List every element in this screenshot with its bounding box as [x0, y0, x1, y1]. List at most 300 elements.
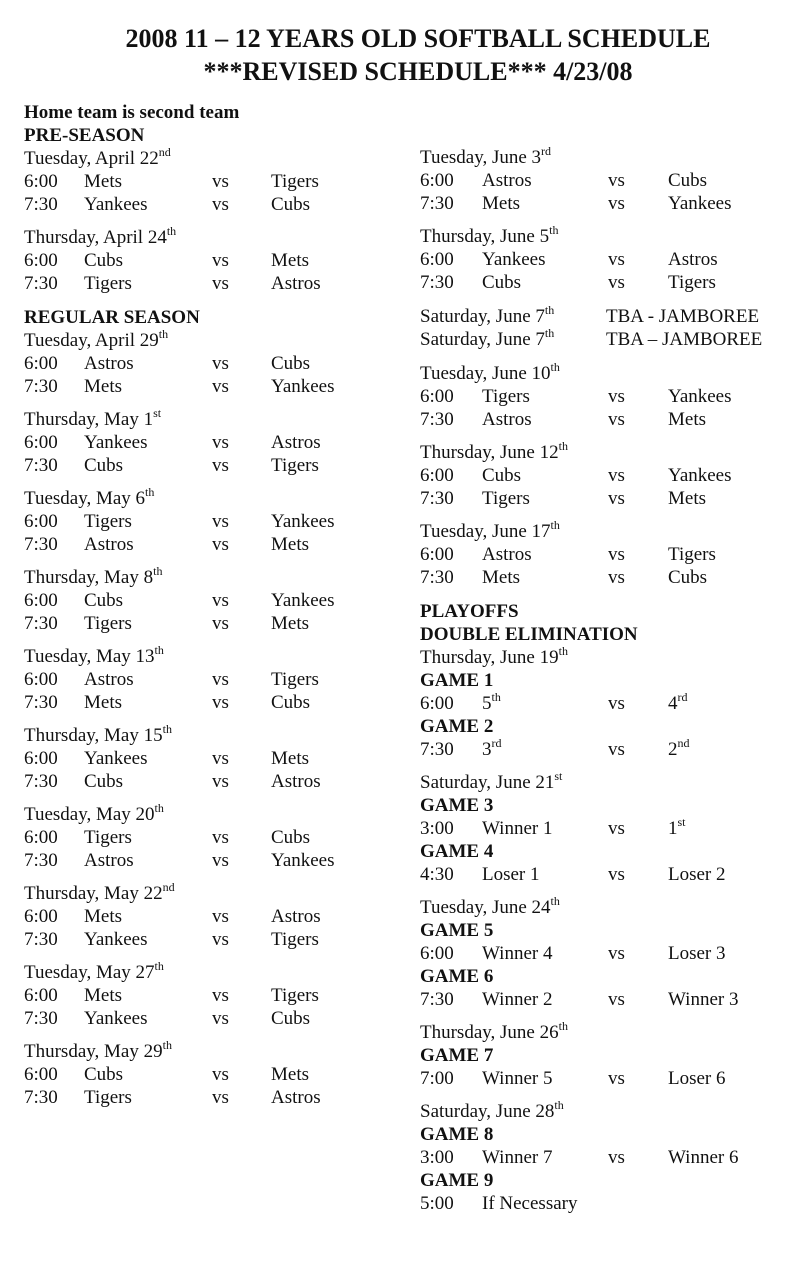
- away-team-name: Mets: [84, 906, 122, 927]
- versus: vs: [608, 488, 625, 509]
- game-time: 6:00: [24, 1064, 58, 1085]
- day-block: [24, 724, 384, 793]
- game-row: [420, 1192, 800, 1215]
- away-team-name: Astros: [84, 353, 134, 374]
- versus: vs: [212, 748, 229, 769]
- home-team: [271, 249, 309, 272]
- home-team-name: Cubs: [668, 567, 708, 588]
- versus: vs: [212, 250, 229, 271]
- versus: vs: [212, 376, 229, 397]
- game-row: [420, 817, 800, 840]
- home-team-name: Astros: [271, 771, 321, 792]
- away-team: [482, 1192, 577, 1215]
- game-row: [420, 408, 800, 431]
- date-line: [420, 646, 800, 669]
- game-time: 6:00: [24, 171, 58, 192]
- versus: vs: [608, 465, 625, 486]
- home-team-note: Home team is second team: [24, 102, 240, 123]
- away-team: [482, 169, 532, 192]
- game-row: [420, 692, 800, 715]
- game-time: 7:30: [24, 613, 58, 634]
- home-team-name: Winner 3: [668, 989, 739, 1010]
- away-team: [482, 1067, 552, 1090]
- away-team-name: Mets: [84, 376, 122, 397]
- date-text: Thursday, May 29: [24, 1041, 163, 1062]
- home-team-name: Astros: [271, 273, 321, 294]
- versus: vs: [608, 864, 625, 885]
- home-team: [668, 385, 732, 408]
- game-row: [24, 747, 384, 770]
- home-team: [271, 533, 309, 556]
- home-team: [271, 510, 335, 533]
- day-block: [420, 441, 800, 510]
- versus: vs: [212, 534, 229, 555]
- game-time: 6:00: [24, 590, 58, 611]
- home-team: [668, 738, 690, 761]
- home-team-name: Cubs: [271, 353, 311, 374]
- date-suffix: th: [162, 1038, 172, 1052]
- home-team-name: Cubs: [271, 194, 311, 215]
- away-team: [84, 747, 148, 770]
- game-row: [24, 928, 384, 951]
- game-row: [24, 668, 384, 691]
- game-row: [24, 431, 384, 454]
- game-row: [420, 543, 800, 566]
- date-line: [420, 1021, 800, 1044]
- away-team: [84, 193, 148, 216]
- right-column: [420, 146, 800, 1215]
- game-label: GAME 6: [420, 966, 494, 987]
- game-time: 7:30: [420, 409, 454, 430]
- date-text: Thursday, May 22: [24, 883, 163, 904]
- away-team: [482, 543, 532, 566]
- home-team-name: Cubs: [668, 170, 708, 191]
- away-team: [84, 272, 132, 295]
- away-team: [84, 1086, 132, 1109]
- date-text: Tuesday, June 10: [420, 363, 551, 384]
- day-block: [420, 520, 800, 589]
- away-team-name: 5: [482, 693, 492, 714]
- game-row: [420, 863, 800, 886]
- away-team-name: 3: [482, 739, 492, 760]
- versus: vs: [608, 249, 625, 270]
- away-team-name: Tigers: [84, 613, 132, 634]
- away-team-name: Yankees: [84, 194, 148, 215]
- home-team-name: Tigers: [668, 272, 716, 293]
- date-suffix: th: [544, 303, 555, 317]
- away-team: [84, 170, 122, 193]
- playoff-day: [420, 771, 800, 886]
- date-suffix: th: [158, 327, 169, 341]
- game-label: GAME 9: [420, 1170, 494, 1191]
- home-team: [668, 566, 707, 589]
- away-team-name: Tigers: [84, 273, 132, 294]
- date-text: Tuesday, May 20: [24, 804, 155, 825]
- date-text: Tuesday, May 13: [24, 646, 155, 667]
- home-team-name: Tigers: [271, 669, 319, 690]
- home-team-suffix: nd: [677, 736, 690, 750]
- schedule-title: 2008 11 – 12 YEARS OLD SOFTBALL SCHEDULE: [125, 24, 711, 53]
- home-team: [271, 668, 319, 691]
- date-line: [420, 896, 800, 919]
- date-suffix: nd: [158, 145, 171, 159]
- date-line: [24, 961, 384, 984]
- game-row: [24, 454, 384, 477]
- game-time: 6:00: [420, 943, 454, 964]
- game-time: 6:00: [24, 353, 58, 374]
- home-team: [271, 928, 319, 951]
- game-time: 7:30: [24, 455, 58, 476]
- game-time: 7:30: [24, 273, 58, 294]
- game-time: 6:00: [24, 748, 58, 769]
- home-team: [271, 747, 309, 770]
- home-team-name: Mets: [271, 534, 309, 555]
- away-team-name: Astros: [84, 534, 134, 555]
- game-row: [420, 942, 800, 965]
- away-team-name: Tigers: [482, 386, 530, 407]
- game-time: 7:30: [24, 194, 58, 215]
- home-team-name: Yankees: [271, 850, 335, 871]
- away-team: [84, 510, 132, 533]
- date-suffix: th: [544, 326, 555, 340]
- home-team: [271, 770, 321, 793]
- versus: vs: [212, 613, 229, 634]
- versus: vs: [608, 1068, 625, 1089]
- versus: vs: [608, 386, 625, 407]
- home-team: [271, 612, 309, 635]
- date-line: [24, 882, 384, 905]
- versus: vs: [212, 985, 229, 1006]
- game-row: [420, 1146, 800, 1169]
- date-text: Saturday, June 7: [420, 329, 545, 350]
- date-line: [420, 441, 800, 464]
- home-team: [271, 352, 310, 375]
- home-team: [271, 193, 310, 216]
- home-team: [271, 375, 335, 398]
- away-team: [482, 692, 501, 715]
- versus: vs: [212, 511, 229, 532]
- date-line: [24, 566, 384, 589]
- game-row: [24, 984, 384, 1007]
- game-time: 7:30: [24, 771, 58, 792]
- away-team: [84, 612, 132, 635]
- june-list: [420, 146, 800, 294]
- date-text: Thursday, June 19: [420, 647, 559, 668]
- home-team: [668, 692, 688, 715]
- home-team: [271, 691, 310, 714]
- home-team: [271, 1063, 309, 1086]
- away-team-name: Mets: [84, 171, 122, 192]
- versus: vs: [608, 409, 625, 430]
- game-label: GAME 3: [420, 795, 494, 816]
- away-team-name: Cubs: [84, 771, 124, 792]
- home-team-name: Astros: [271, 906, 321, 927]
- versus: vs: [608, 818, 625, 839]
- playoffs-heading: PLAYOFFS: [420, 601, 519, 622]
- away-team: [84, 1063, 123, 1086]
- home-team-name: Astros: [271, 1087, 321, 1108]
- date-text: Saturday, June 21: [420, 772, 555, 793]
- june-list-2: [420, 362, 800, 589]
- date-suffix: st: [153, 406, 162, 420]
- game-label: GAME 5: [420, 920, 494, 941]
- versus: vs: [212, 771, 229, 792]
- home-team-name: 2: [668, 739, 678, 760]
- day-block: [24, 566, 384, 635]
- game-row: [24, 826, 384, 849]
- versus: vs: [212, 906, 229, 927]
- date-line: [24, 147, 384, 170]
- away-team-name: Astros: [482, 170, 532, 191]
- home-team: [271, 984, 319, 1007]
- away-team: [84, 905, 122, 928]
- home-team-name: Yankees: [271, 376, 335, 397]
- versus: vs: [608, 567, 625, 588]
- home-team-name: Cubs: [271, 692, 311, 713]
- date-text: Thursday, May 15: [24, 725, 163, 746]
- day-block: [24, 882, 384, 951]
- versus: vs: [608, 1147, 625, 1168]
- date-line: [24, 487, 384, 510]
- date-suffix: th: [154, 643, 164, 657]
- away-team-name: Yankees: [84, 748, 148, 769]
- home-team-name: Tigers: [668, 544, 716, 565]
- away-team: [84, 691, 122, 714]
- away-team: [482, 817, 552, 840]
- away-team: [84, 770, 123, 793]
- versus: vs: [608, 272, 625, 293]
- game-row: [420, 487, 800, 510]
- home-team-name: Cubs: [271, 827, 311, 848]
- playoff-day: [420, 1100, 800, 1215]
- home-team-name: Mets: [668, 488, 706, 509]
- game-time: 4:30: [420, 864, 454, 885]
- playoff-day: [420, 1021, 800, 1090]
- away-team: [84, 589, 123, 612]
- date-text: Tuesday, April 22: [24, 148, 159, 169]
- home-team: [271, 170, 319, 193]
- game-time: 7:30: [420, 989, 454, 1010]
- day-block: [420, 362, 800, 431]
- home-team-name: Yankees: [668, 465, 732, 486]
- versus: vs: [212, 1064, 229, 1085]
- home-team-name: Tigers: [271, 929, 319, 950]
- away-team-name: Astros: [84, 850, 134, 871]
- away-team: [482, 1146, 552, 1169]
- game-time: 7:30: [24, 929, 58, 950]
- date-text: Tuesday, April 29: [24, 330, 159, 351]
- day-block: [24, 961, 384, 1030]
- game-row: [420, 988, 800, 1011]
- away-team: [482, 566, 520, 589]
- game-time: 7:30: [24, 1008, 58, 1029]
- game-row: [24, 1007, 384, 1030]
- away-team: [482, 988, 552, 1011]
- away-team: [482, 487, 530, 510]
- game-row: [420, 271, 800, 294]
- home-team: [668, 863, 726, 886]
- date-suffix: th: [550, 518, 560, 532]
- away-team: [84, 668, 134, 691]
- game-label: GAME 2: [420, 716, 494, 737]
- day-block: [24, 1040, 384, 1109]
- revised-subtitle: ***REVISED SCHEDULE*** 4/23/08: [203, 57, 633, 86]
- game-row: [24, 375, 384, 398]
- jamboree-text: TBA - JAMBOREE: [606, 306, 760, 327]
- game-row: [24, 533, 384, 556]
- game-time: 3:00: [420, 1147, 454, 1168]
- away-team-name: Winner 7: [482, 1147, 553, 1168]
- home-team: [668, 1146, 738, 1169]
- home-team: [668, 271, 716, 294]
- game-label: GAME 8: [420, 1124, 494, 1145]
- day-block: [24, 487, 384, 556]
- date-line: [24, 724, 384, 747]
- versus: vs: [212, 850, 229, 871]
- home-team: [271, 849, 335, 872]
- home-team: [271, 1007, 310, 1030]
- day-block: [24, 803, 384, 872]
- away-team-name: Tigers: [84, 827, 132, 848]
- home-team-name: Yankees: [668, 193, 732, 214]
- game-label: GAME 4: [420, 841, 494, 862]
- game-time: 6:00: [24, 906, 58, 927]
- date-suffix: th: [550, 894, 560, 908]
- versus: vs: [212, 669, 229, 690]
- game-time: 6:00: [420, 386, 454, 407]
- day-block: [24, 329, 384, 398]
- home-team: [271, 454, 319, 477]
- game-time: 6:00: [24, 511, 58, 532]
- game-row: [24, 770, 384, 793]
- versus: vs: [212, 432, 229, 453]
- game-row: [24, 193, 384, 216]
- date-line: [420, 362, 800, 385]
- date-line: [24, 226, 384, 249]
- away-team-name: Tigers: [482, 488, 530, 509]
- date-line: [420, 146, 800, 169]
- away-team: [84, 984, 122, 1007]
- home-team: [668, 942, 726, 965]
- game-row: [24, 691, 384, 714]
- game-row: [24, 249, 384, 272]
- date-suffix: th: [153, 564, 163, 578]
- regular-season-heading: REGULAR SEASON: [24, 307, 200, 328]
- date-suffix: th: [554, 1098, 564, 1112]
- day-block: [420, 225, 800, 294]
- away-team: [84, 375, 122, 398]
- away-team: [482, 248, 546, 271]
- home-team-name: Mets: [271, 613, 309, 634]
- home-team: [668, 543, 716, 566]
- date-text: Thursday, May 1: [24, 409, 154, 430]
- jamboree-row: [420, 305, 800, 328]
- game-row: [24, 1063, 384, 1086]
- game-time: 7:30: [24, 534, 58, 555]
- game-row: [420, 464, 800, 487]
- away-team-name: Cubs: [482, 272, 522, 293]
- jamboree-row: [420, 328, 800, 351]
- date-text: Saturday, June 7: [420, 306, 545, 327]
- away-team: [482, 863, 540, 886]
- date-suffix: th: [154, 801, 164, 815]
- playoff-list: [420, 646, 800, 1215]
- game-time: 7:30: [24, 1087, 58, 1108]
- away-team-name: Winner 2: [482, 989, 553, 1010]
- versus: vs: [608, 739, 625, 760]
- game-row: [24, 589, 384, 612]
- away-team: [84, 849, 134, 872]
- date-suffix: th: [558, 1019, 568, 1033]
- date-suffix: th: [154, 959, 164, 973]
- date-suffix: st: [554, 769, 563, 783]
- home-team-suffix: st: [677, 815, 686, 829]
- versus: vs: [212, 194, 229, 215]
- date-line: [24, 1040, 384, 1063]
- versus: vs: [212, 171, 229, 192]
- game-time: 7:30: [420, 567, 454, 588]
- away-team: [482, 942, 552, 965]
- date-text: Thursday, May 8: [24, 567, 154, 588]
- date-text: Saturday, June 28: [420, 1101, 555, 1122]
- away-team: [84, 454, 123, 477]
- away-team-name: Yankees: [84, 1008, 148, 1029]
- playoff-day: [420, 646, 800, 761]
- date-suffix: th: [558, 439, 568, 453]
- versus: vs: [212, 273, 229, 294]
- date-suffix: th: [550, 360, 560, 374]
- versus: vs: [212, 929, 229, 950]
- preseason-list: [24, 147, 384, 295]
- date-line: [420, 771, 800, 794]
- regular-season-list: [24, 329, 384, 1109]
- date-text: Thursday, June 12: [420, 442, 559, 463]
- home-team-name: Loser 6: [668, 1068, 726, 1089]
- game-row: [24, 905, 384, 928]
- versus: vs: [608, 989, 625, 1010]
- away-team-name: Astros: [482, 544, 532, 565]
- away-team-suffix: rd: [491, 736, 502, 750]
- away-team: [482, 192, 520, 215]
- jamboree-text: TBA – JAMBOREE: [606, 329, 763, 350]
- game-time: 5:00: [420, 1193, 454, 1214]
- game-row: [24, 352, 384, 375]
- away-team: [482, 464, 521, 487]
- game-time: 6:00: [24, 669, 58, 690]
- game-time: 6:00: [24, 250, 58, 271]
- away-team-name: Cubs: [84, 590, 124, 611]
- home-team: [271, 1086, 321, 1109]
- day-block: [420, 146, 800, 215]
- day-block: [24, 408, 384, 477]
- home-team-name: Mets: [271, 250, 309, 271]
- date-line: [24, 645, 384, 668]
- home-team-name: Mets: [668, 409, 706, 430]
- versus: vs: [212, 353, 229, 374]
- date-text: Tuesday, May 6: [24, 488, 146, 509]
- home-team: [668, 169, 707, 192]
- away-team-name: Yankees: [482, 249, 546, 270]
- versus: vs: [608, 170, 625, 191]
- game-row: [24, 612, 384, 635]
- home-team-name: Loser 3: [668, 943, 726, 964]
- away-team-name: Cubs: [84, 455, 124, 476]
- home-team: [271, 589, 335, 612]
- game-time: 7:30: [420, 193, 454, 214]
- away-team-suffix: th: [491, 690, 501, 704]
- home-team-name: Yankees: [668, 386, 732, 407]
- away-team: [482, 271, 521, 294]
